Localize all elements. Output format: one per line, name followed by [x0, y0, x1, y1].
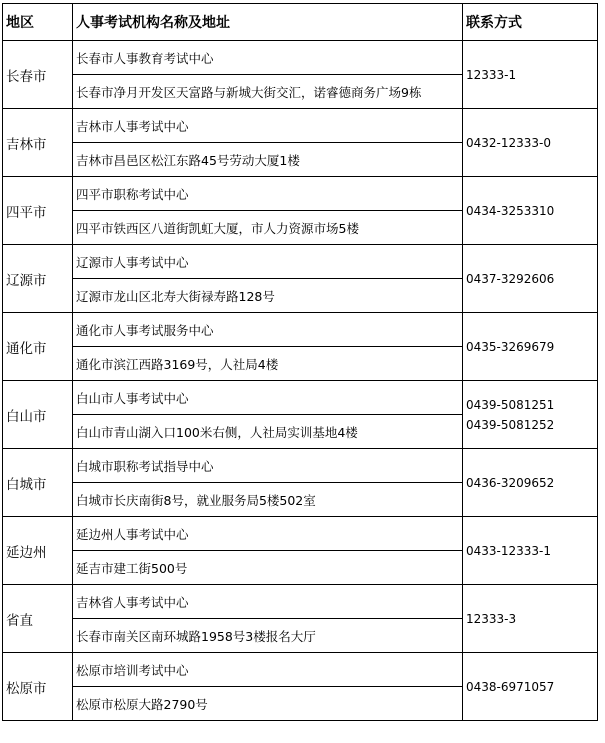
contact-cell: [463, 177, 598, 245]
table-body: [3, 41, 598, 721]
phone-number: 0439-5081252: [466, 417, 555, 432]
office-address-cell: 白山市青山湖入口100米右侧，人社局实训基地4楼: [73, 415, 463, 449]
region-cell: 辽源市: [3, 245, 73, 313]
header-row: [3, 4, 598, 41]
office-address-cell: 四平市铁西区八道街凯虹大厦，市人力资源市场5楼: [73, 211, 463, 245]
exam-office-table: [2, 3, 598, 721]
contact-cell: [463, 313, 598, 381]
office-address-cell: 通化市滨江西路3169号，人社局4楼: [73, 347, 463, 381]
region-cell: 延边州: [3, 517, 73, 585]
region-cell: 吉林市: [3, 109, 73, 177]
office-name-cell: 四平市职称考试中心: [73, 177, 463, 211]
phone-number: 12333-3: [466, 611, 517, 626]
office-name-cell: 吉林市人事考试中心: [73, 109, 463, 143]
region-cell: 长春市: [3, 41, 73, 109]
phone-number: 0439-5081251: [466, 397, 555, 412]
contact-cell: [463, 245, 598, 313]
phone-number: 0434-3253310: [466, 203, 555, 218]
office-address-cell: 长春市净月开发区天富路与新城大街交汇，诺睿德商务广场9栋: [73, 75, 463, 109]
region-cell: 白城市: [3, 449, 73, 517]
header-contact: 联系方式: [463, 4, 598, 41]
office-address-cell: 延吉市建工街500号: [73, 551, 463, 585]
office-address-cell: 吉林市昌邑区松江东路45号劳动大厦1楼: [73, 143, 463, 177]
contact-cell: [463, 449, 598, 517]
phone-number: 0438-6971057: [466, 679, 555, 694]
table-row: [3, 381, 598, 415]
phone-number: 0433-12333-1: [466, 543, 552, 558]
header-name-address: 人事考试机构名称及地址: [73, 4, 463, 41]
phone-number: 12333-1: [466, 67, 517, 82]
phone-number: 0436-3209652: [466, 475, 555, 490]
office-address-cell: 松原市松原大路2790号: [73, 687, 463, 721]
contact-cell: [463, 41, 598, 109]
office-address-cell: 辽源市龙山区北寿大街禄寿路128号: [73, 279, 463, 313]
office-name-cell: 通化市人事考试服务中心: [73, 313, 463, 347]
contact-cell: [463, 585, 598, 653]
header-region: 地区: [3, 4, 73, 41]
office-name-cell: 吉林省人事考试中心: [73, 585, 463, 619]
contact-cell: [463, 653, 598, 721]
table-row: [3, 653, 598, 687]
table-row: [3, 517, 598, 551]
contact-cell: [463, 381, 598, 449]
office-address-cell: 白城市长庆南街8号，就业服务局5楼502室: [73, 483, 463, 517]
table-row: [3, 41, 598, 75]
region-cell: 白山市: [3, 381, 73, 449]
contact-cell: [463, 109, 598, 177]
office-name-cell: 辽源市人事考试中心: [73, 245, 463, 279]
table-row: [3, 109, 598, 143]
region-cell: 松原市: [3, 653, 73, 721]
region-cell: 四平市: [3, 177, 73, 245]
region-cell: 省直: [3, 585, 73, 653]
office-name-cell: 松原市培训考试中心: [73, 653, 463, 687]
table-row: [3, 585, 598, 619]
office-name-cell: 延边州人事考试中心: [73, 517, 463, 551]
table-row: [3, 177, 598, 211]
office-name-cell: 白城市职称考试指导中心: [73, 449, 463, 483]
office-name-cell: 长春市人事教育考试中心: [73, 41, 463, 75]
office-name-cell: 白山市人事考试中心: [73, 381, 463, 415]
phone-number: 0437-3292606: [466, 271, 555, 286]
office-address-cell: 长春市南关区南环城路1958号3楼报名大厅: [73, 619, 463, 653]
table-row: [3, 449, 598, 483]
region-cell: 通化市: [3, 313, 73, 381]
contact-cell: [463, 517, 598, 585]
phone-number: 0435-3269679: [466, 339, 555, 354]
table-row: [3, 313, 598, 347]
table-row: [3, 245, 598, 279]
phone-number: 0432-12333-0: [466, 135, 552, 150]
